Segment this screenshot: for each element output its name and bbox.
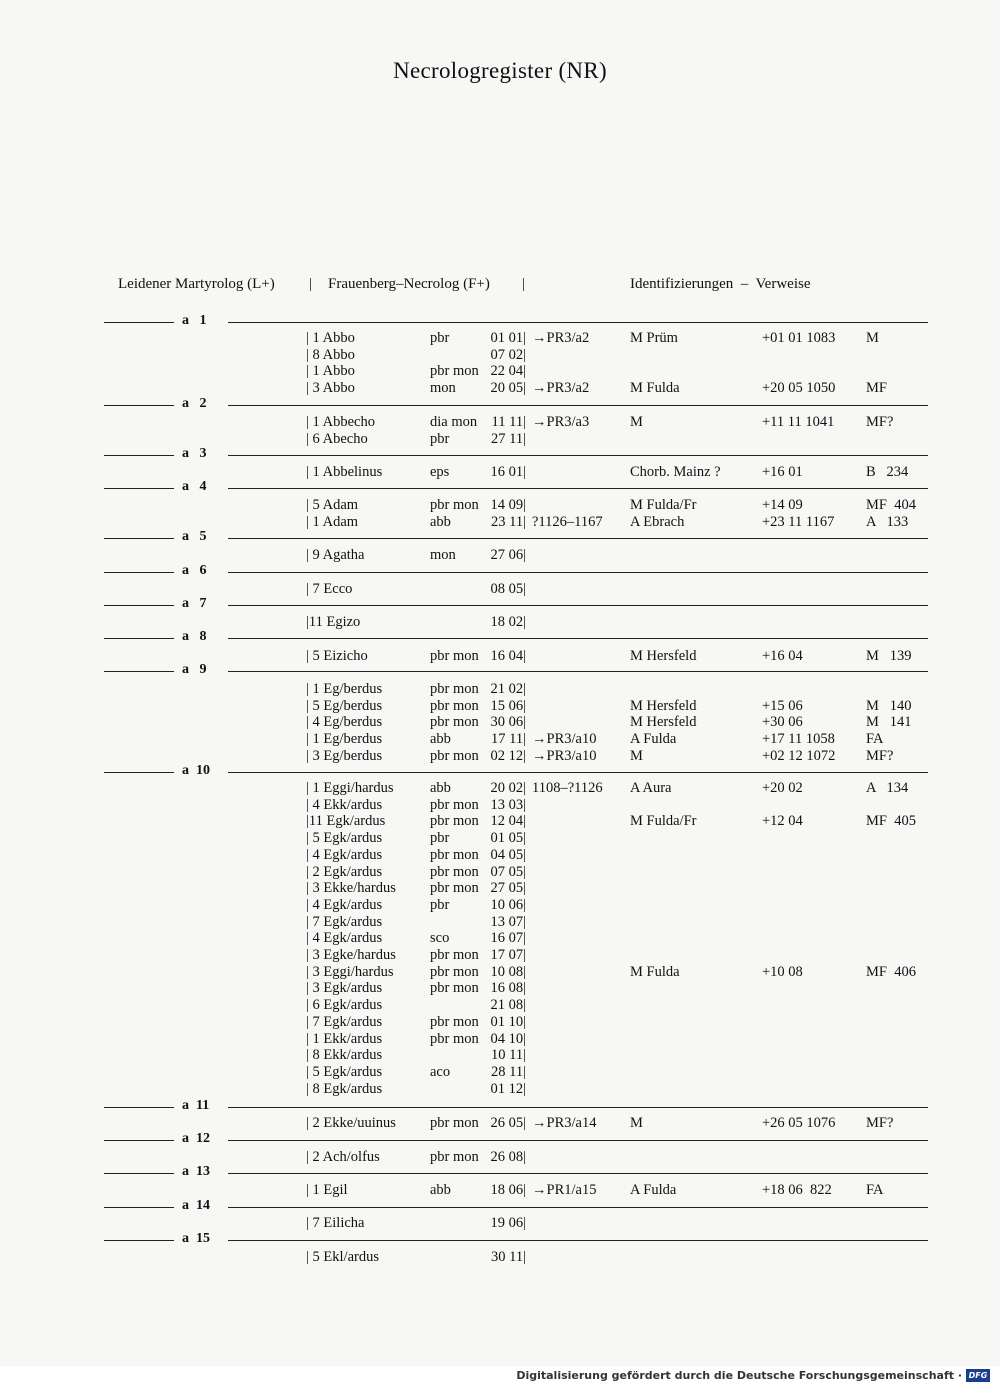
entry-identification: M [630,747,643,764]
entry-title: pbr mon [430,980,479,997]
entry-title: pbr [430,430,450,447]
entry-name: | 1 Eg/berdus [306,681,383,697]
entry-date: 10 11| [491,1047,526,1064]
entry-title: pbr mon [430,714,479,731]
entry-title: mon [430,380,456,397]
group-rule-left [104,1240,174,1241]
entry-name: | 5 Eg/berdus [306,697,383,714]
group-rule-right [228,538,928,539]
entry-source: MF? [866,1115,894,1131]
entry-name: | 5 Egk/ardus [306,1063,383,1080]
register-entry [0,930,1000,947]
entry-date: 27 11| [491,430,526,447]
entry-title: pbr [430,896,450,913]
entry-date: 27 06| [490,547,526,563]
entry-source: A 134 [866,780,909,796]
entry-death-date: +20 02 [762,780,803,796]
footer [0,1366,1000,1386]
register-entry [0,497,1000,514]
entry-title: abb [430,513,451,530]
entry-identification: M [630,414,643,430]
group-rule-left [104,1107,174,1108]
group-rule-left [104,322,174,323]
header-frauenberg: Frauenberg–Necrolog (F+) [328,276,490,292]
header-separator-1: | [309,276,313,292]
entry-date: 13 03| [490,796,526,813]
group-label: a 15 [182,1231,210,1246]
group-rule-right [228,322,928,323]
entry-title: pbr mon [430,1013,479,1030]
group-rule-right [228,1173,928,1174]
entry-identification: Chorb. Mainz ? [630,464,721,480]
register-entry [0,748,1000,765]
group-rule-right [228,1140,928,1141]
entry-name: | 9 Agatha [306,547,365,563]
entry-source: MF 406 [866,963,916,980]
entry-date: 10 08| [490,963,526,980]
entry-name: | 1 Egil [306,1182,348,1198]
entry-date: 21 02| [490,681,526,697]
entry-name: | 6 Abecho [306,430,368,447]
entry-identification: M Fulda/Fr [630,813,697,830]
register-entry [0,1115,1000,1132]
group-label: a 3 [182,446,207,461]
entry-source: MF [866,380,887,397]
entry-name: | 5 Ekl/ardus [306,1249,379,1265]
group-rule-left [104,772,174,773]
entry-source: MF 405 [866,813,916,830]
group-label: a 5 [182,529,207,544]
entry-name: | 3 Eg/berdus [306,747,383,764]
entry-reference: →PR3/a2 [532,380,590,397]
group-rule-right [228,671,928,672]
register-entry [0,964,1000,981]
entry-name: | 7 Egk/ardus [306,1013,383,1030]
group-rule-right [228,572,928,573]
entry-name: | 1 Ekk/ardus [306,1030,383,1047]
group-rule-right [228,488,928,489]
entry-death-date: +10 08 [762,963,803,980]
entry-name: | 3 Abbo [306,380,355,397]
entry-title: pbr mon [430,681,479,697]
entry-date: 21 08| [490,997,526,1014]
group-rule-right [228,1240,928,1241]
entry-date: 12 04| [490,813,526,830]
entry-identification: M Hersfeld [630,697,697,714]
entry-death-date: +01 01 1083 [762,330,836,346]
register-entry [0,797,1000,814]
group-label: a 14 [182,1198,210,1213]
entry-identification: M Fulda [630,963,680,980]
entry-date: 18 06| [490,1182,526,1198]
entry-date: 30 06| [490,714,526,731]
entry-name: | 4 Eg/berdus [306,714,383,731]
entry-date: 22 04| [490,363,526,380]
footer-credit: Digitalisierung gefördert durch die Deutsche Forschungsgemeinschaft · [516,1369,962,1382]
entry-name: | 2 Ach/olfus [306,1149,380,1165]
entry-name: | 2 Egk/ardus [306,863,383,880]
entry-death-date: +17 11 1058 [762,731,835,748]
entry-date: 16 07| [490,930,526,947]
entry-source: FA [866,731,884,748]
entry-date: 10 06| [490,896,526,913]
register-entry [0,1149,1000,1166]
group-label: a 13 [182,1164,210,1179]
header-identifications: Identifizierungen – Verweise [630,276,811,292]
entry-title: dia mon [430,414,478,430]
entry-date: 15 06| [490,697,526,714]
entry-source: A 133 [866,513,909,530]
entry-reference: →PR3/a3 [532,414,590,430]
register-entry [0,847,1000,864]
entry-name: | 1 Abbo [306,363,355,380]
entry-source: M 141 [866,714,912,731]
entry-title: eps [430,464,450,480]
register-entry [0,897,1000,914]
entry-name: | 4 Egk/ardus [306,896,383,913]
entry-name: |11 Egizo [306,614,361,630]
entry-identification: M [630,1115,643,1131]
entry-title: aco [430,1063,451,1080]
register-entry [0,547,1000,564]
register-entry [0,363,1000,380]
entry-source: M 140 [866,697,912,714]
register-entry [0,380,1000,397]
entry-identification: A Aura [630,780,672,796]
entry-title: pbr mon [430,813,479,830]
entry-title: pbr [430,830,450,847]
register-entry [0,347,1000,364]
entry-date: 28 11| [491,1063,526,1080]
entry-name: | 7 Ecco [306,581,353,597]
entry-death-date: +14 09 [762,497,803,513]
group-label: a 11 [182,1098,210,1113]
entry-death-date: +16 04 [762,648,803,664]
register-entry [0,1064,1000,1081]
entry-title: pbr mon [430,648,479,664]
entry-name: | 8 Egk/ardus [306,1080,383,1097]
entry-identification: M Fulda [630,380,680,397]
register-entry [0,813,1000,830]
group-rule-right [228,772,928,773]
group-rule-left [104,405,174,406]
entry-title: abb [430,780,451,796]
register-entry [0,681,1000,698]
entry-name: | 1 Abbelinus [306,464,383,480]
register-entry [0,330,1000,347]
entry-date: 16 01| [490,464,526,480]
entry-title: pbr mon [430,880,479,897]
entry-identification: A Fulda [630,731,677,748]
group-rule-right [228,405,928,406]
register-entry [0,1249,1000,1266]
group-rule-right [228,1207,928,1208]
group-label: a 1 [182,313,207,328]
entry-title: pbr mon [430,697,479,714]
entry-date: 26 08| [490,1149,526,1165]
entry-identification: A Ebrach [630,513,685,530]
page-title: Necrologregister (NR) [393,58,607,83]
entry-name: | 6 Egk/ardus [306,997,383,1014]
register-entry [0,614,1000,631]
entry-name: | 7 Egk/ardus [306,913,383,930]
entry-date: 04 10| [490,1030,526,1047]
group-rule-right [228,455,928,456]
group-label: a 9 [182,662,207,677]
group-label: a 8 [182,629,207,644]
register-entry [0,1182,1000,1199]
entry-death-date: +23 11 1167 [762,513,835,530]
entry-name: | 4 Ekk/ardus [306,796,383,813]
register-entry [0,880,1000,897]
group-rule-left [104,1207,174,1208]
entry-source: MF? [866,747,894,764]
entry-death-date: +26 05 1076 [762,1115,836,1131]
entry-title: pbr [430,330,450,346]
register-entry [0,698,1000,715]
entry-death-date: +16 01 [762,464,803,480]
entry-source: MF? [866,414,894,430]
entry-date: 23 11| [491,513,526,530]
entry-date: 17 07| [490,947,526,963]
entry-title: pbr mon [430,497,479,513]
entry-title: mon [430,547,456,563]
group-rule-left [104,605,174,606]
entry-title: pbr mon [430,747,479,764]
entry-name: | 3 Eggi/hardus [306,963,394,980]
register-entry [0,464,1000,481]
entry-date: 27 05| [490,880,526,897]
entry-date: 02 12| [490,747,526,764]
entry-name: | 8 Ekk/ardus [306,1047,383,1064]
entry-death-date: +02 12 1072 [762,747,836,764]
group-rule-left [104,638,174,639]
group-label: a 7 [182,596,207,611]
entry-date: 20 02| [490,780,526,796]
entry-reference: →PR3/a10 [532,731,597,748]
entry-source: M [866,330,879,346]
entry-death-date: +18 06 822 [762,1182,832,1198]
entry-source: FA [866,1182,884,1198]
group-label: a 6 [182,563,207,578]
entry-name: | 1 Eg/berdus [306,731,383,748]
group-rule-left [104,488,174,489]
entry-date: 13 07| [490,913,526,930]
dfg-logo-icon: DFG [966,1369,990,1382]
entry-identification: A Fulda [630,1182,677,1198]
group-label: a 4 [182,479,207,494]
entry-date: 14 09| [490,497,526,513]
entry-reference: 1108–?1126 [532,780,603,796]
entry-date: 08 05| [490,581,526,597]
register-entry [0,997,1000,1014]
entry-reference: →PR3/a14 [532,1115,597,1131]
register-entry [0,980,1000,997]
entry-death-date: +12 04 [762,813,803,830]
entry-date: 30 11| [491,1249,526,1265]
entry-name: | 2 Ekke/uuinus [306,1115,396,1131]
register-entry [0,514,1000,531]
group-rule-left [104,455,174,456]
group-rule-left [104,572,174,573]
entry-title: pbr mon [430,1149,479,1165]
entry-date: 07 02| [490,346,526,363]
entry-name: |11 Egk/ardus [306,813,386,830]
group-rule-right [228,1107,928,1108]
entry-name: | 3 Ekke/hardus [306,880,396,897]
entry-reference: ?1126–1167 [532,513,603,530]
entry-identification: M Fulda/Fr [630,497,697,513]
entry-title: pbr mon [430,863,479,880]
group-label: a 2 [182,396,207,411]
entry-name: | 5 Eizicho [306,648,368,664]
entry-title: abb [430,1182,451,1198]
entry-death-date: +11 11 1041 [762,414,835,430]
entry-name: | 3 Egk/ardus [306,980,383,997]
register-entry [0,431,1000,448]
entry-date: 01 01| [490,330,526,346]
register-entry [0,780,1000,797]
register-entry [0,1081,1000,1098]
register-entry [0,864,1000,881]
entry-death-date: +15 06 [762,697,803,714]
entry-date: 11 11| [491,414,526,430]
entry-date: 18 02| [490,614,526,630]
register-entry [0,947,1000,964]
register-entry [0,830,1000,847]
entry-title: pbr mon [430,363,479,380]
entry-date: 04 05| [490,846,526,863]
entry-title: pbr mon [430,947,479,963]
group-rule-left [104,671,174,672]
entry-date: 19 06| [490,1215,526,1231]
entry-date: 16 04| [490,648,526,664]
entry-name: | 3 Egke/hardus [306,947,396,963]
register-entry [0,1047,1000,1064]
entry-name: | 1 Adam [306,513,359,530]
entry-name: | 5 Adam [306,497,359,513]
register-entry [0,914,1000,931]
entry-date: 07 05| [490,863,526,880]
entry-source: M 139 [866,648,912,664]
entry-reference: →PR1/a15 [532,1182,597,1198]
entry-name: | 4 Egk/ardus [306,930,383,947]
entry-date: 01 10| [490,1013,526,1030]
entry-date: 20 05| [490,380,526,397]
entry-date: 01 05| [490,830,526,847]
header-separator-2: | [522,276,526,292]
entry-source: MF 404 [866,497,916,513]
entry-title: abb [430,731,451,748]
entry-name: | 1 Eggi/hardus [306,780,394,796]
entry-name: | 1 Abbecho [306,414,375,430]
entry-name: | 4 Egk/ardus [306,846,383,863]
register-entry [0,1215,1000,1232]
entry-name: | 5 Egk/ardus [306,830,383,847]
entry-identification: M Hersfeld [630,714,697,731]
group-rule-right [228,605,928,606]
entry-reference: →PR3/a10 [532,747,597,764]
register-entry [0,714,1000,731]
group-rule-left [104,1140,174,1141]
entry-date: 01 12| [490,1080,526,1097]
entry-title: pbr mon [430,846,479,863]
entry-title: pbr mon [430,1030,479,1047]
entry-reference: →PR3/a2 [532,330,590,346]
entry-name: | 1 Abbo [306,330,355,346]
group-rule-right [228,638,928,639]
entry-title: pbr mon [430,963,479,980]
group-rule-left [104,538,174,539]
entry-identification: M Prüm [630,330,678,346]
register-entry [0,581,1000,598]
register-entry [0,1014,1000,1031]
entry-death-date: +30 06 [762,714,803,731]
entry-title: pbr mon [430,1115,479,1131]
entry-date: 17 11| [491,731,526,748]
entry-death-date: +20 05 1050 [762,380,836,397]
entry-source: B 234 [866,464,909,480]
register-entry [0,1031,1000,1048]
register-entry [0,731,1000,748]
entry-title: pbr mon [430,796,479,813]
entry-name: | 7 Eilicha [306,1215,365,1231]
entry-title: sco [430,930,450,947]
group-label: a 12 [182,1131,210,1146]
header-leiden: Leidener Martyrolog (L+) [118,276,275,292]
group-label: a 10 [182,763,210,778]
register-entry [0,648,1000,665]
group-rule-left [104,1173,174,1174]
entry-date: 26 05| [490,1115,526,1131]
entry-date: 16 08| [490,980,526,997]
register-entry [0,414,1000,431]
entry-name: | 8 Abbo [306,346,355,363]
entry-identification: M Hersfeld [630,648,697,664]
